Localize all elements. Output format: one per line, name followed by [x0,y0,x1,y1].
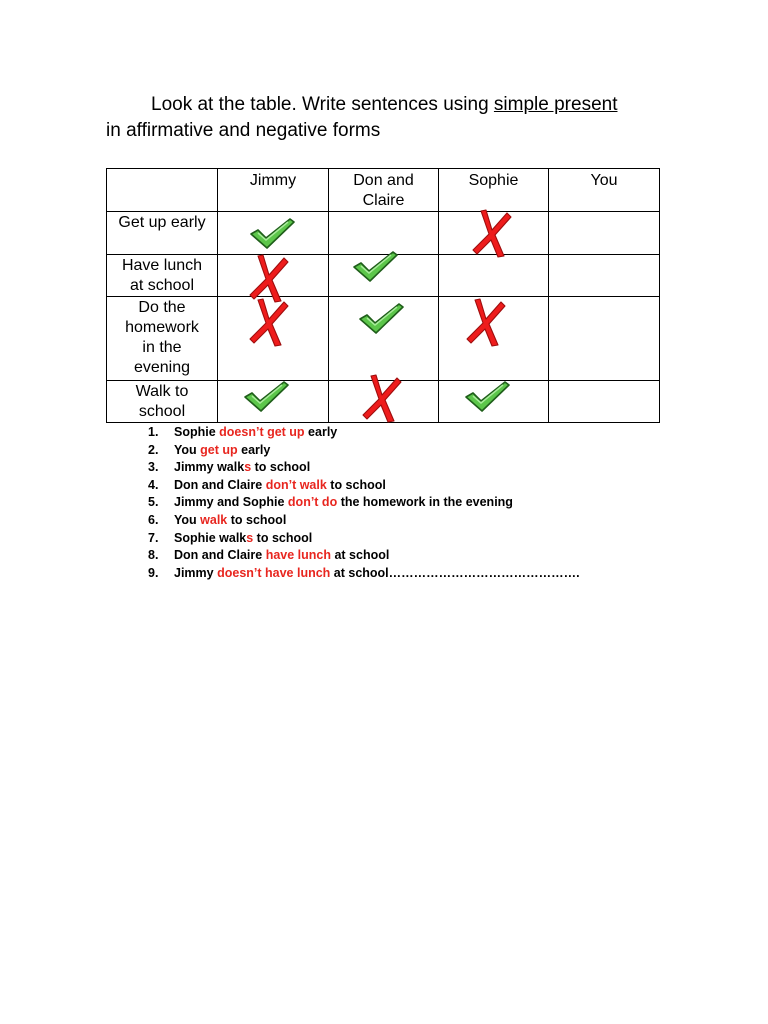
answer-text: to school [251,460,311,475]
header-cell-jimmy: Jimmy [218,169,329,212]
header-cell-you: You [549,169,660,212]
answer-text: the homework in the evening [337,495,513,510]
table-row [107,255,660,297]
list-item-number: 6. [148,512,159,527]
list-item [148,424,580,442]
header-row [107,169,660,212]
cross-icon [361,373,403,423]
answer-highlight-text: s [244,460,252,475]
mark-cell [218,255,329,297]
instruction-line-2: in affirmative and negative forms [106,120,381,141]
mark-cell [218,381,329,423]
instruction-underlined-text: simple present [493,94,618,115]
list-item [148,512,580,530]
checkmark-icon [357,301,405,335]
mark-cell [549,212,660,255]
instruction-line-1 [106,92,706,118]
header-cell-sophie: Sophie [439,169,549,212]
mark-cell [439,381,549,423]
list-item-number: 8. [148,548,159,563]
answer-highlight-text: doesn’t have lunch [217,565,331,580]
answer-list [148,424,580,582]
list-item-number: 5. [148,495,159,510]
answer-highlight-text: don’t walk [265,477,327,492]
checkmark-icon [463,379,511,413]
list-item [148,565,580,583]
row-label-have-lunch-at-school: Have lunch at school [107,255,218,297]
mark-cell [439,297,549,381]
checkmark-icon [242,379,290,413]
answer-highlight-text: get up [200,442,238,457]
answer-text: Sophie walk [174,530,247,545]
list-item-number: 1. [148,425,159,439]
mark-cell [329,297,439,381]
cross-icon [471,208,513,258]
answer-highlight-text: s [246,530,254,545]
cross-icon [248,297,290,347]
row-label-walk-to-school: Walk to school [107,381,218,423]
checkmark-icon [248,216,296,250]
list-item [148,477,580,495]
list-item [148,547,580,565]
table-row [107,381,660,423]
answer-text: You [174,442,201,457]
list-item-number: 2. [148,442,159,457]
list-item [148,459,580,477]
answer-text: early [304,425,338,439]
list-item-number: 4. [148,477,159,492]
answer-text: to school [326,477,386,492]
list-item [148,494,580,512]
header-cell-don-and-claire: Don and Claire [329,169,439,212]
cross-icon [465,297,507,347]
answer-text: at school………………………………………. [330,565,580,580]
instructions [106,92,706,144]
list-item-number: 3. [148,460,159,475]
mark-cell [549,297,660,381]
mark-cell [549,381,660,423]
answer-text: early [237,442,271,457]
answer-highlight-text: doesn’t get up [219,425,305,439]
answer-text: Sophie [174,425,220,439]
list-item-number: 9. [148,565,159,580]
list-item [148,442,580,460]
answer-text: to school [253,530,313,545]
answer-text: Don and Claire [174,477,266,492]
answer-highlight-text: walk [200,512,228,527]
exercise-table [106,168,660,423]
answer-text: You [174,512,201,527]
mark-cell [549,255,660,297]
mark-cell [439,212,549,255]
header-cell-empty [107,169,218,212]
instruction-text: Look at the table. Write sentences using [151,94,494,115]
row-label-do-the-homework: Do the homework in the evening [107,297,218,381]
cross-icon [248,253,290,303]
mark-cell [439,255,549,297]
mark-cell [329,381,439,423]
mark-cell [218,212,329,255]
answer-highlight-text: have lunch [265,548,331,563]
table-row [107,297,660,381]
answer-text: Jimmy and Sophie [174,495,288,510]
mark-cell [218,297,329,381]
checkmark-icon [351,249,399,283]
row-label-get-up-early: Get up early [107,212,218,255]
answer-text: to school [227,512,287,527]
answer-text: at school [330,548,390,563]
list-item-number: 7. [148,530,159,545]
answer-text: Jimmy [174,565,218,580]
mark-cell [329,255,439,297]
answer-text: Don and Claire [174,548,266,563]
answer-highlight-text: don’t do [287,495,338,510]
list-item [148,530,580,548]
answer-text: Jimmy walk [174,460,245,475]
